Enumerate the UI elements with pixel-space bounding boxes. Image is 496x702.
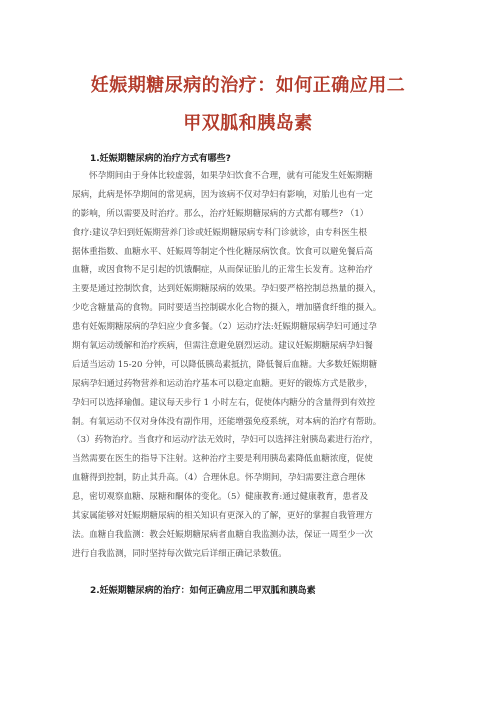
paragraph-line: 进行自我监测，同时坚持每次做完后详细正确记录数值。 [72, 548, 287, 559]
paragraph-line: （3）药物治疗。当食疗和运动疗法无效时，孕妇可以选择注射胰岛素进行治疗， [72, 435, 379, 446]
paragraph-line: 后适当运动 15-20 分钟，可以降低胰岛素抵抗，降低餐后血糖。大多数妊娠期糖 [72, 359, 378, 370]
paragraph-line: 血糖，或因食物不足引起的饥饿酮症，从而保证胎儿的正常生长发育。这种治疗 [72, 265, 373, 276]
paragraph-line: 怀孕期间由于身体比较虚弱，如果孕妇饮食不合理，就有可能发生妊娠期糖 [89, 171, 373, 181]
section-2-heading: 2.妊娠期糖尿病的治疗：如何正确应用二甲双胍和胰岛素 [90, 586, 316, 596]
paragraph-line: 少吃含糖量高的食物。同时要适当控制碳水化合物的摄入，增加膳食纤维的摄入。 [72, 303, 382, 314]
paragraph-line: 法。血糖自我监测：教会妊娠期糖尿病者血糖自我监测办法，保证一周至少一次 [72, 529, 373, 540]
section-1-body [72, 167, 444, 564]
paragraph-line: 期有氧运动缓解和治疗疾病，但需注意避免剧烈运动。建议妊娠期糖尿病孕妇餐 [72, 341, 373, 352]
paragraph-line: 其家属能够对妊娠期糖尿病的相关知识有更深入的了解，更好的掌握自我管理方 [72, 511, 373, 522]
paragraph-line: 食疗:建议孕妇到妊娠期营养门诊或妊娠期糖尿病专科门诊就诊，由专科医生根 [72, 227, 368, 238]
section-1-heading: 1.妊娠期糖尿病的治疗方式有哪些? [90, 154, 231, 164]
title-line-2: 甲双胍和胰岛素 [183, 113, 313, 134]
paragraph-line: 尿病孕妇通过药物营养和运动治疗基本可以稳定血糖。更好的锻炼方式是散步， [72, 378, 373, 389]
paragraph-line: 患有妊娠期糖尿病的孕妇应少食多餐。（2）运动疗法:妊娠期糖尿病孕妇可通过孕 [72, 322, 377, 333]
paragraph-line: 据体重指数、血糖水平、妊娠周等制定个性化糖尿病饮食。饮食可以避免餐后高 [72, 246, 373, 257]
paragraph-line: 息，密切观察血糖、尿糖和酮体的变化。（5）健康教育:通过健康教育，患者及 [72, 492, 369, 503]
paragraph-line: 血糖得到控制，防止其升高。（4）合理休息。怀孕期间，孕妇需要注意合理休 [72, 473, 366, 484]
paragraph-line: 尿病，此病是怀孕期间的常见病，因为该病不仅对孕妇有影响，对胎儿也有一定 [72, 189, 373, 200]
paragraph-line: 当然需要在医生的指导下注射。这种治疗主要是利用胰岛素降低血糖浓度，促使 [72, 454, 373, 465]
paragraph-line: 制。有氧运动不仅对身体没有副作用，还能增强免疫系统，对本病的治疗有帮助。 [72, 416, 382, 427]
paragraph-line: 主要是通过控制饮食，达到妊娠期糖尿病的效果。孕妇要严格控制总热量的摄入， [72, 284, 382, 295]
title-line-1: 妊娠期糖尿病的治疗：如何正确应用二 [90, 75, 406, 96]
paragraph-line: 孕妇可以选择瑜伽。建议每天步行 1 小时左右，促使体内糖分的含量得到有效控 [72, 397, 376, 408]
paragraph-line: 的影响，所以需要及时治疗。那么，治疗妊娠期糖尿病的方式都有哪些? （1） [72, 208, 369, 219]
